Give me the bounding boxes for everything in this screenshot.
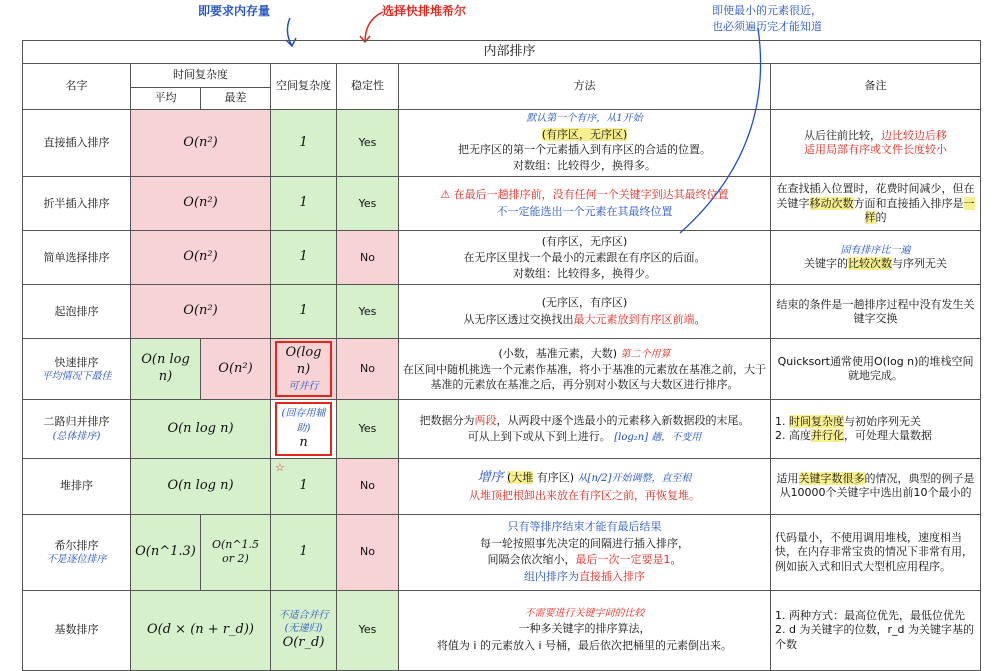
handwritten-note: 可并行 bbox=[288, 381, 319, 393]
table-row bbox=[23, 458, 981, 514]
table-row bbox=[23, 514, 981, 590]
algo-name bbox=[23, 339, 131, 400]
handwritten-note: 默认第一个有序，从1开始 bbox=[526, 113, 643, 124]
method-line: 不一定能选出一个元素在其最终位置 bbox=[496, 204, 673, 218]
method-highlight: (有序区，无序区) bbox=[541, 127, 628, 141]
method-line: 在无序区里找一个最小的元素跟在有序区的后面。 bbox=[463, 250, 706, 264]
algo-name: 直接插入排序 bbox=[23, 110, 131, 177]
algo-name bbox=[23, 400, 131, 458]
method-line bbox=[403, 127, 766, 143]
time-avg: O(n²) bbox=[131, 177, 271, 231]
method-text: 从无序区透过交换找出 bbox=[463, 312, 574, 326]
annotation-in-memory: 即要求内存量 bbox=[198, 4, 271, 18]
note-text: 与初始序列无关 bbox=[844, 414, 921, 428]
method-line: 对数组：比较得多，换得少。 bbox=[513, 266, 656, 280]
space-complexity: 1 bbox=[271, 285, 337, 339]
stability: Yes bbox=[337, 400, 399, 458]
time-avg: O(n^1.3) bbox=[131, 514, 201, 590]
method-line: ⚠ 在最后一趟排序前，没有任何一个关键字到达其最终位置 bbox=[440, 188, 729, 202]
algo-name: 折半插入排序 bbox=[23, 177, 131, 231]
stability: No bbox=[337, 514, 399, 590]
table-row bbox=[23, 177, 981, 231]
algo-name: 堆排序 bbox=[23, 458, 131, 514]
note-text: 一样 bbox=[864, 196, 975, 224]
space-complexity: 1 bbox=[271, 231, 337, 285]
table-row bbox=[23, 110, 981, 177]
method-cell bbox=[399, 400, 771, 458]
note-text: 比较次数 bbox=[848, 257, 892, 271]
method-text: 最大元素放到有序区前端 bbox=[573, 312, 695, 326]
stability: No bbox=[337, 458, 399, 514]
method-cell bbox=[399, 177, 771, 231]
method-line bbox=[403, 312, 766, 329]
note-cell bbox=[771, 590, 981, 670]
space-complexity: 1 bbox=[271, 110, 337, 177]
space-complexity: 1 bbox=[271, 177, 337, 231]
annotation-line: 即使最小的元素很近， bbox=[712, 4, 822, 17]
method-line: 从堆顶把根卸出来放在有序区之前，再恢复堆。 bbox=[469, 488, 700, 502]
method-line bbox=[403, 346, 766, 362]
note-cell bbox=[771, 177, 981, 231]
handwritten-note: (总体排序) bbox=[52, 430, 101, 442]
star-icon: ☆ bbox=[275, 460, 285, 474]
stability: Yes bbox=[337, 110, 399, 177]
method-text: 有序区) bbox=[536, 471, 575, 485]
method-cell bbox=[399, 339, 771, 400]
note-cell bbox=[771, 458, 981, 514]
algo-name bbox=[23, 514, 131, 590]
method-text: 组内排序为 bbox=[524, 569, 579, 583]
method-line: 每一轮按照事先决定的间隔进行插入排序， bbox=[480, 536, 689, 550]
space-value: 1 bbox=[299, 477, 308, 493]
note-text: 方面和直接插入排序是 bbox=[853, 196, 964, 210]
method-text: (大堆 bbox=[506, 471, 534, 485]
handwritten-note: 平均情况下最佳 bbox=[41, 371, 112, 382]
method-cell bbox=[399, 231, 771, 285]
note-cell: Quicksort通常使用O(log n)的堆栈空间就地完成。 bbox=[771, 339, 981, 400]
algo-name-text: 二路归并排序 bbox=[43, 415, 110, 429]
handwritten-note: 不需要进行关键字间的比较 bbox=[524, 608, 645, 620]
header-stable: 稳定性 bbox=[337, 64, 399, 110]
algo-name: 起泡排序 bbox=[23, 285, 131, 339]
method-line: 对数组：比较得少，换得多。 bbox=[513, 159, 656, 173]
space-box bbox=[275, 341, 332, 397]
method-text: 把数据分为 bbox=[419, 413, 475, 427]
note-cell: 代码量小，不使用调用堆栈，速度相当快，在内存非常宝贵的情况下非常有用，例如嵌入式和旧式大型机应用程序。 bbox=[771, 514, 981, 590]
note-text: 在查找插入位置时，花费时间减少，但在关键字 bbox=[776, 182, 975, 210]
annotation-line: 也必须遍历完才能知道 bbox=[712, 20, 822, 33]
time-avg: O(n²) bbox=[131, 231, 271, 285]
note-text: 的 bbox=[875, 210, 887, 224]
table-row bbox=[23, 285, 981, 339]
algo-name: 简单选择排序 bbox=[23, 231, 131, 285]
note-text: 与序列无关 bbox=[892, 257, 947, 271]
note-text: ，可处理大量数据 bbox=[844, 429, 932, 443]
sort-table bbox=[22, 40, 981, 671]
space-value: O(r_d) bbox=[282, 634, 325, 650]
method-text: 直接插入排序 bbox=[579, 569, 645, 583]
space-box bbox=[275, 402, 332, 455]
method-text: (小数，基准元素，大数) bbox=[498, 346, 618, 360]
note-line: 2. d 为关键字的位数，r_d 为关键字基的个数 bbox=[775, 623, 974, 651]
space-complexity bbox=[271, 458, 337, 514]
table-row bbox=[23, 339, 981, 400]
note-text: 2. 高度 bbox=[775, 429, 811, 443]
stability: Yes bbox=[337, 285, 399, 339]
note-cell bbox=[771, 231, 981, 285]
note-text: 从后往前比较， bbox=[804, 128, 881, 142]
table-row bbox=[23, 231, 981, 285]
time-avg: O(n²) bbox=[131, 110, 271, 177]
note-cell: 结束的条件是一趟排序过程中没有发生关键字交换 bbox=[771, 285, 981, 339]
note-text: 1. bbox=[775, 414, 786, 428]
handwritten-note: (回存用辅助) bbox=[281, 408, 326, 434]
space-value: O(log n) bbox=[285, 345, 322, 378]
method-line: 一种多关键字的排序算法， bbox=[518, 622, 651, 636]
method-text: 可从上到下或从下到上进行。 bbox=[467, 430, 611, 444]
method-line: 把无序区的第一个元素插入到有序区的合适的位置。 bbox=[458, 143, 711, 157]
method-line bbox=[403, 569, 766, 586]
method-text: 最后一次一定要是1 bbox=[575, 553, 671, 567]
method-line: 在区间中随机挑选一个元素作基准，将小于基准的元素放在基准之前，大于基准的元素放在基准之后，再分别对小数区与大数区进行排序。 bbox=[403, 362, 766, 392]
space-complexity bbox=[271, 339, 337, 400]
note-line bbox=[775, 429, 976, 443]
method-line bbox=[403, 429, 766, 446]
handwritten-note: 不适合并行(无递归) bbox=[278, 609, 329, 634]
stability: Yes bbox=[337, 590, 399, 670]
header-avg: 平均 bbox=[131, 88, 201, 110]
method-line: (有序区，无序区) bbox=[541, 234, 628, 248]
header-name: 名字 bbox=[23, 64, 131, 110]
handwritten-note: 不是逐位排序 bbox=[46, 554, 107, 566]
time-avg: O(n log n) bbox=[131, 400, 271, 458]
method-text: 两段 bbox=[474, 413, 497, 427]
note-line bbox=[775, 415, 976, 429]
note-text: 并行化 bbox=[811, 429, 844, 443]
note-text: 的情况，典型的例子是从10000个关键字中选出前10个最小的 bbox=[779, 472, 975, 500]
method-text: ，从两段中逐个选最小的元素移入新数据段的末尾。 bbox=[496, 413, 750, 427]
method-text: 。 bbox=[694, 312, 706, 326]
table-row bbox=[23, 400, 981, 458]
method-line: 将值为 i 的元素放入 i 号桶，最后依次把桶里的元素倒出来。 bbox=[436, 638, 733, 652]
method-cell bbox=[399, 285, 771, 339]
note-cell bbox=[771, 400, 981, 458]
handwritten-note: 第二个用算 bbox=[620, 348, 671, 360]
time-avg: O(n log n) bbox=[131, 458, 271, 514]
algo-name-text: 希尔排序 bbox=[54, 538, 99, 552]
method-cell bbox=[399, 458, 771, 514]
header-note: 备注 bbox=[771, 64, 981, 110]
stability: No bbox=[337, 339, 399, 400]
method-line: (无序区，有序区) bbox=[541, 296, 628, 310]
time-avg: O(n log n) bbox=[131, 339, 201, 400]
annotation-select: 选择快排堆希尔 bbox=[382, 4, 467, 18]
note-text: 关键字数很多 bbox=[798, 472, 865, 486]
handwritten-note: 增序 bbox=[477, 470, 504, 486]
method-line bbox=[403, 552, 766, 569]
method-cell bbox=[399, 514, 771, 590]
handwritten-note: 从[n/2]开始调整，直至根 bbox=[577, 473, 692, 485]
time-worst: O(n^1.5 or 2) bbox=[201, 514, 271, 590]
algo-name-text: 快速排序 bbox=[54, 355, 99, 369]
note-text: 时间复杂度 bbox=[789, 414, 844, 428]
handwritten-note: [log₂n] 趟，不变用 bbox=[614, 432, 702, 444]
note-cell bbox=[771, 110, 981, 177]
table-title: 内部排序 bbox=[23, 41, 981, 64]
space-complexity: 1 bbox=[271, 514, 337, 590]
method-text: 间隔会依次缩小， bbox=[487, 553, 576, 567]
method-line: 只有等排序结束才能有最后结果 bbox=[507, 520, 662, 534]
note-text: 移动次数 bbox=[809, 196, 854, 210]
header-space: 空间复杂度 bbox=[271, 64, 337, 110]
time-worst: O(n²) bbox=[201, 339, 271, 400]
algo-name: 基数排序 bbox=[23, 590, 131, 670]
time-avg: O(d × (n + r_d)) bbox=[131, 590, 271, 670]
note-text: 适用局部有序或文件长度较小 bbox=[804, 143, 947, 157]
header-worst: 最差 bbox=[201, 88, 271, 110]
method-cell bbox=[399, 110, 771, 177]
handwritten-note: 固有排序比一遍 bbox=[840, 245, 911, 257]
note-text: 边比较边后移 bbox=[881, 128, 947, 142]
time-avg: O(n²) bbox=[131, 285, 271, 339]
table-row bbox=[23, 590, 981, 670]
stability: No bbox=[337, 231, 399, 285]
method-text: 。 bbox=[670, 553, 682, 567]
note-text: 适用 bbox=[776, 472, 799, 486]
stability: Yes bbox=[337, 177, 399, 231]
header-method: 方法 bbox=[399, 64, 771, 110]
note-line: 1. 两种方式：最高位优先，最低位优先 bbox=[775, 608, 965, 622]
space-complexity bbox=[271, 590, 337, 670]
space-value: n bbox=[299, 434, 308, 450]
space-complexity bbox=[271, 400, 337, 458]
method-line bbox=[403, 468, 766, 488]
note-text: 关键字的 bbox=[804, 257, 848, 271]
method-cell bbox=[399, 590, 771, 670]
header-time: 时间复杂度 bbox=[131, 64, 271, 88]
method-line bbox=[403, 413, 766, 430]
